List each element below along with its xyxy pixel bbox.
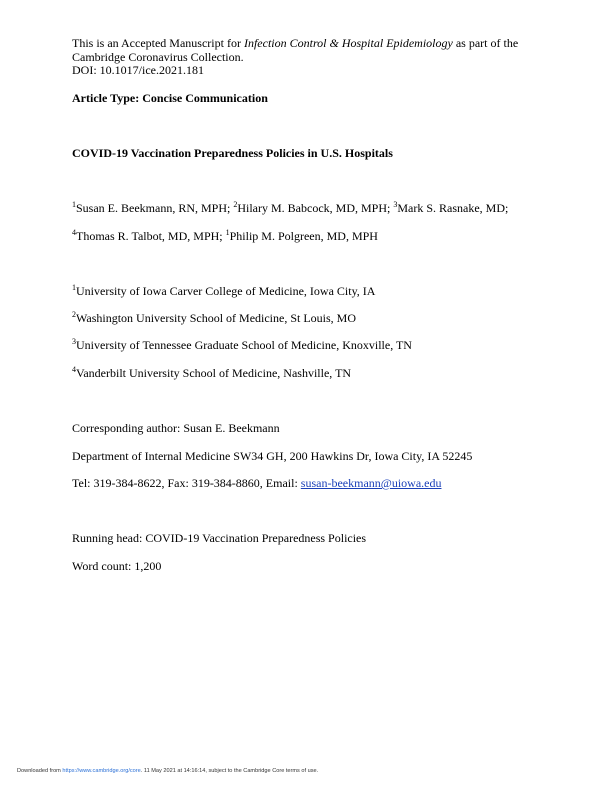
email-link[interactable]: susan-beekmann@uiowa.edu: [300, 476, 442, 490]
notice-line-1: This is an Accepted Manuscript for Infection Control & Hospital Epidemiology as part of the: [72, 36, 519, 50]
affiliation-3: $^3$University of Tennessee Graduate School of Medicine, Knoxville, TN: [72, 337, 412, 352]
author-line-2: $^4$Thomas R. Talbot, MD, MPH; $^1$Philip M. Polgreen, MD, MPH: [72, 228, 378, 243]
corresponding-contact: Tel: 319-384-8622, Fax: 319-384-8860, Email: susan-beekmann@uiowa.edu: [72, 476, 442, 490]
manuscript-notice: [72, 37, 518, 78]
corresponding-author: Corresponding author: Susan E. Beekmann: [72, 421, 280, 435]
author-line-1: $^1$Susan E. Beekmann, RN, MPH; $^2$Hilary M. Babcock, MD, MPH; $^3$Mark S. Rasnake, MD;: [72, 200, 509, 215]
journal-name: Infection Control & Hospital Epidemiology: [243, 36, 453, 50]
corresponding-address: Department of Internal Medicine SW34 GH, 200 Hawkins Dr, Iowa City, IA 52245: [72, 449, 473, 463]
affiliation-4: $^4$Vanderbilt University School of Medicine, Nashville, TN: [72, 365, 352, 380]
running-head: Running head: COVID-19 Vaccination Preparedness Policies: [72, 531, 367, 545]
word-count: Word count: 1,200: [72, 559, 162, 573]
article-title: COVID-19 Vaccination Preparedness Policies in U.S. Hospitals: [72, 146, 393, 160]
notice-line-2: Cambridge Coronavirus Collection.: [72, 49, 244, 64]
doi: DOI: 10.1017/ice.2021.181: [72, 63, 204, 77]
download-footer: Downloaded from https://www.cambridge.org/core. 11 May 2021 at 14:16:14, subject to the Cambridge Core terms of use.: [17, 768, 319, 774]
affiliation-2: $^2$Washington University School of Medicine, St Louis, MO: [72, 310, 357, 325]
article-type: Article Type: Concise Communication: [72, 91, 268, 105]
affiliation-1: $^1$University of Iowa Carver College of Medicine, Iowa City, IA: [72, 283, 376, 298]
cambridge-core-link[interactable]: https://www.cambridge.org/core: [62, 768, 141, 774]
